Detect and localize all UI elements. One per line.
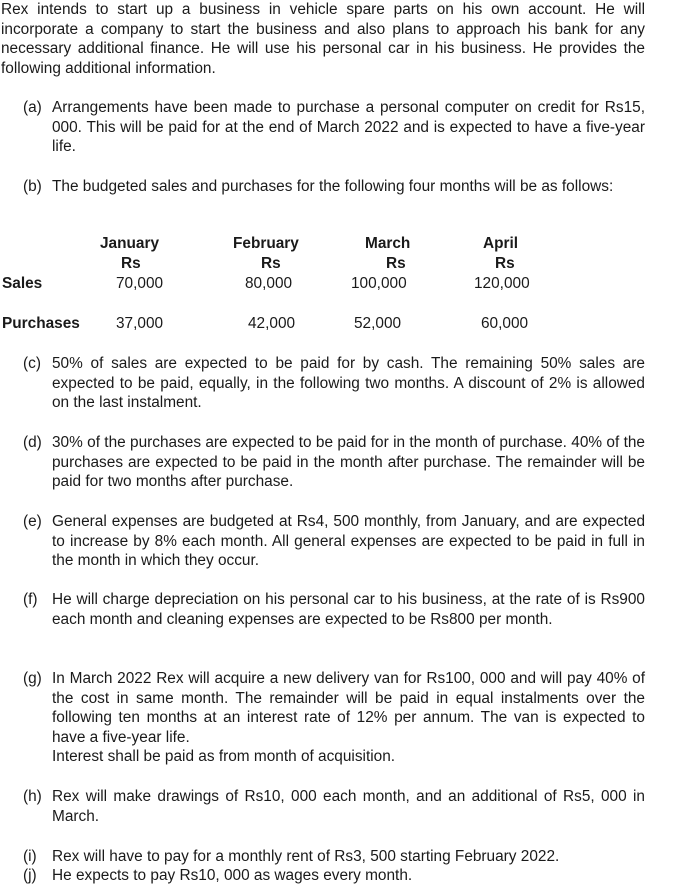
currency-header: Rs bbox=[495, 255, 515, 272]
item-g bbox=[23, 669, 645, 767]
item-label: (a) bbox=[23, 99, 42, 116]
sales-value: 120,000 bbox=[474, 275, 530, 292]
item-d bbox=[23, 433, 645, 492]
item-text: 50% of sales are expected to be paid for by cash. The remaining 50% sales are expected to be paid, equally, in the following two months. A discount of 2% is allowed on the last instalment. bbox=[52, 355, 645, 412]
row-label-sales: Sales bbox=[2, 275, 43, 292]
item-a bbox=[23, 98, 645, 157]
item-text: Arrangements have been made to purchase a personal computer on credit for Rs15, 000. This will be paid for at the end of March 2022 and is expected to have a five-year life. bbox=[52, 99, 645, 156]
item-label: (h) bbox=[23, 788, 42, 805]
item-text-note: Interest shall be paid as from month of acquisition. bbox=[52, 748, 396, 766]
item-text: 30% of the purchases are expected to be paid for in the month of purchase. 40% of the purchases are expected to be paid in the month after purchase. The remainder will be paid for two months after purchase. bbox=[52, 434, 645, 491]
item-text: In March 2022 Rex will acquire a new delivery van for Rs100, 000 and will pay 40% of the cost in same month. The remainder will be paid in equal instalments over the following ten months at an interest rate of 12% per annum. The van is expected to have a five-year life. bbox=[52, 670, 645, 746]
item-text: Rex will have to pay for a monthly rent of Rs3, 500 starting February 2022. bbox=[52, 848, 560, 865]
sales-value: 100,000 bbox=[351, 275, 407, 292]
purchases-value: 52,000 bbox=[354, 315, 402, 332]
item-b bbox=[23, 177, 645, 197]
purchases-value: 60,000 bbox=[481, 315, 529, 332]
item-label: (g) bbox=[23, 670, 42, 687]
month-header: April bbox=[483, 235, 519, 252]
sales-value: 80,000 bbox=[245, 275, 293, 292]
purchases-value: 37,000 bbox=[116, 315, 164, 332]
item-label: (b) bbox=[23, 178, 42, 195]
purchases-value: 42,000 bbox=[248, 315, 296, 332]
item-i bbox=[23, 847, 645, 867]
item-label: (i) bbox=[23, 848, 37, 865]
budget-table bbox=[0, 234, 695, 334]
intro-paragraph: Rex intends to start up a business in vehicle spare parts on his own account. He will incorporate a company to start the business and also plans to approach his bank for any necessary additional finance. He will use his personal car in his business. He provides the following additional information. bbox=[1, 1, 645, 77]
item-label: (d) bbox=[23, 434, 42, 451]
row-label-purchases: Purchases bbox=[2, 315, 80, 332]
item-label: (j) bbox=[23, 867, 37, 884]
currency-header: Rs bbox=[121, 255, 141, 272]
month-header: February bbox=[233, 235, 299, 252]
sales-value: 70,000 bbox=[116, 275, 164, 292]
item-h bbox=[23, 787, 645, 826]
currency-header: Rs bbox=[386, 255, 406, 272]
item-text: He expects to pay Rs10, 000 as wages every month. bbox=[52, 867, 413, 884]
item-text: He will charge depreciation on his personal car to his business, at the rate of is Rs900 each month and cleaning expenses are expected to be Rs800 per month. bbox=[52, 591, 645, 628]
item-label: (c) bbox=[23, 355, 41, 372]
item-text: The budgeted sales and purchases for the following four months will be as follows: bbox=[52, 178, 614, 195]
item-e bbox=[23, 512, 645, 571]
item-c bbox=[23, 354, 645, 413]
month-header: January bbox=[100, 235, 160, 252]
currency-header: Rs bbox=[261, 255, 281, 272]
month-header: March bbox=[365, 235, 411, 252]
item-f bbox=[23, 590, 645, 629]
item-text: General expenses are budgeted at Rs4, 500 monthly, from January, and are expected to increase by 8% each month. All general expenses are expected to be paid in full in the month in which they occur. bbox=[52, 513, 645, 570]
item-text-block bbox=[52, 669, 645, 767]
item-label: (f) bbox=[23, 591, 38, 608]
item-label: (e) bbox=[23, 513, 42, 530]
item-j bbox=[23, 866, 645, 886]
item-text: Rex will make drawings of Rs10, 000 each month, and an additional of Rs5, 000 in March. bbox=[52, 788, 645, 825]
